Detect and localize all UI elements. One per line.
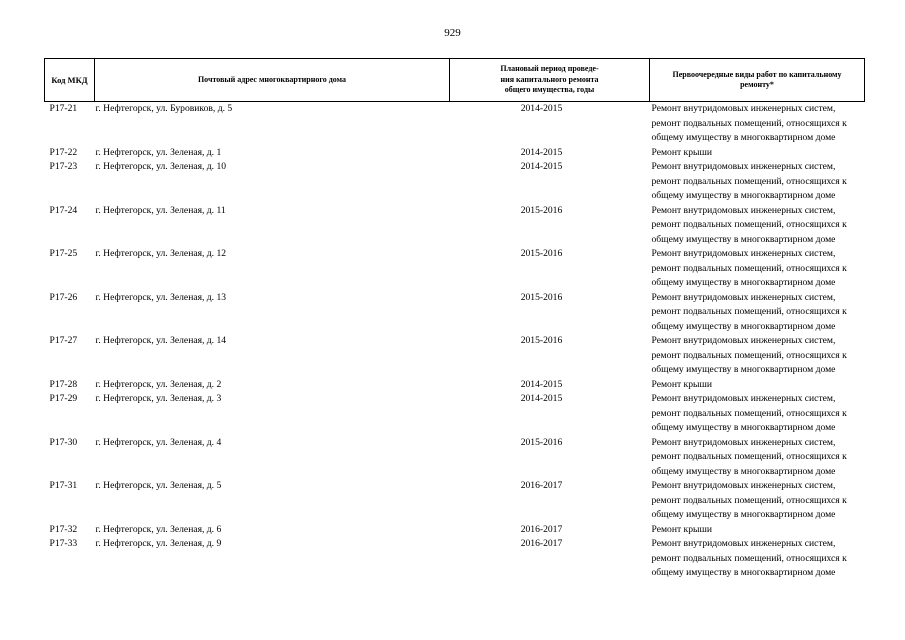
works-line: общему имуществу в многоквартирном доме [651,509,836,520]
header-works-line: Первоочередные виды работ по капитальному [672,69,842,79]
table-row [45,291,865,335]
works-line: общему имуществу в многоквартирном доме [651,320,836,332]
cell-period: 2014-2015 [520,393,563,404]
cell-period: 2015-2016 [520,335,563,346]
cell-code: Р17-33 [49,538,78,549]
header-period-line: ния капитального ремонта [500,74,599,84]
table-row [45,334,865,378]
table-row [45,146,865,161]
table-row [45,479,865,523]
cell-address: г. Нефтегорск, ул. Зеленая, д. 3 [95,393,222,404]
works-line: ремонт подвальных помещений, относящихся к [651,219,847,230]
cell-works [650,102,865,146]
works-line: Ремонт внутридомовых инженерных систем, [651,103,836,114]
cell-works [650,146,865,161]
cell-period: 2015-2016 [520,291,563,303]
header-works [650,59,865,102]
cell-period: 2015-2016 [520,436,563,448]
cell-address: г. Нефтегорск, ул. Зеленая, д. 6 [95,523,222,535]
cell-works [650,537,865,581]
table-row [45,436,865,480]
cell-address: г. Нефтегорск, ул. Зеленая, д. 5 [95,480,222,491]
cell-address: г. Нефтегорск, ул. Зеленая, д. 2 [95,378,222,390]
cell-works [650,334,865,378]
works-line: общему имуществу в многоквартирном доме [651,465,836,477]
cell-code: Р17-29 [49,393,78,404]
works-line: общему имуществу в многоквартирном доме [651,132,836,143]
cell-period: 2016-2017 [520,480,563,491]
cell-period: 2016-2017 [520,523,563,535]
cell-code: Р17-22 [49,146,78,158]
cell-works [650,204,865,248]
works-line: Ремонт внутридомовых инженерных систем, [651,204,836,216]
cell-code: Р17-24 [49,204,78,216]
cell-works [650,392,865,436]
table-header [45,59,865,102]
cell-period: 2014-2015 [520,378,563,390]
header-address: Почтовый адрес многоквартирного дома [95,59,450,102]
cell-address: г. Нефтегорск, ул. Зеленая, д. 14 [95,335,227,346]
works-line: Ремонт крыши [651,523,712,535]
table-row [45,392,865,436]
table-row [45,378,865,393]
table-row [45,204,865,248]
cell-address: г. Нефтегорск, ул. Зеленая, д. 1 [95,146,222,158]
cell-code: Р17-27 [49,335,78,346]
works-line: ремонт подвальных помещений, относящихся к [651,494,847,506]
cell-address: г. Нефтегорск, ул. Зеленая, д. 4 [95,436,222,448]
header-row [45,59,865,102]
cell-address: г. Нефтегорск, ул. Зеленая, д. 9 [95,538,222,549]
cell-works [650,479,865,523]
cell-period: 2016-2017 [520,538,563,549]
works-line: Ремонт внутридомовых инженерных систем, [651,335,836,346]
cell-address: г. Нефтегорск, ул. Зеленая, д. 13 [95,291,227,303]
cell-code: Р17-28 [49,378,78,390]
works-line: ремонт подвальных помещений, относящихся к [651,407,847,419]
header-code: Код МКД [45,59,95,102]
works-line: общему имуществу в многоквартирном доме [651,567,836,578]
works-line: Ремонт крыши [651,378,712,390]
cell-address: г. Нефтегорск, ул. Зеленая, д. 11 [95,204,226,216]
works-line: ремонт подвальных помещений, относящихся к [651,349,847,361]
works-line: общему имуществу в многоквартирном доме [651,422,836,433]
works-line: Ремонт внутридомовых инженерных систем, [651,538,836,549]
cell-period: 2015-2016 [520,204,563,216]
works-line: общему имуществу в многоквартирном доме [651,364,836,375]
works-line: Ремонт внутридомовых инженерных систем, [651,436,836,448]
cell-address: г. Нефтегорск, ул. Буровиков, д. 5 [95,103,233,114]
cell-address: г. Нефтегорск, ул. Зеленая, д. 10 [95,161,227,172]
table-row [45,247,865,291]
cell-period: 2014-2015 [520,103,563,114]
cell-code: Р17-30 [49,436,78,448]
table-row [45,102,865,146]
works-line: ремонт подвальных помещений, относящихся к [651,306,847,317]
header-period [450,59,650,102]
cell-works [650,436,865,480]
repair-schedule-table [44,58,865,581]
works-line: ремонт подвальных помещений, относящихся к [651,175,847,187]
cell-code: Р17-26 [49,291,78,303]
table-body [45,102,865,581]
header-works-line: ремонту* [740,80,774,89]
cell-period: 2014-2015 [520,161,563,172]
cell-code: Р17-31 [49,480,78,491]
works-line: ремонт подвальных помещений, относящихся к [651,552,847,564]
cell-works [650,247,865,291]
cell-code: Р17-23 [49,161,78,172]
cell-works [650,291,865,335]
cell-works [650,378,865,393]
works-line: Ремонт внутридомовых инженерных систем, [651,480,836,491]
works-line: ремонт подвальных помещений, относящихся к [651,117,847,129]
table-row [45,537,865,581]
works-line: ремонт подвальных помещений, относящихся к [651,262,847,274]
page-number: 929 [444,27,461,39]
cell-period: 2014-2015 [520,146,563,158]
cell-works [650,523,865,538]
header-period-line: Плановый период проведе- [500,64,599,74]
table-row [45,523,865,538]
cell-period: 2015-2016 [520,248,563,259]
works-line: Ремонт крыши [651,146,712,158]
works-line: Ремонт внутридомовых инженерных систем, [651,393,836,404]
works-line: общему имуществу в многоквартирном доме [651,190,836,201]
works-line: Ремонт внутридомовых инженерных систем, [651,161,836,172]
works-line: общему имуществу в многоквартирном доме [651,277,836,288]
table-row [45,160,865,204]
header-period-line: общего имущества, годы [504,85,595,95]
works-line: общему имуществу в многоквартирном доме [651,233,836,245]
works-line: Ремонт внутридомовых инженерных систем, [651,291,836,303]
cell-works [650,160,865,204]
cell-code: Р17-25 [49,248,78,259]
cell-code: Р17-32 [49,523,78,535]
cell-address: г. Нефтегорск, ул. Зеленая, д. 12 [95,248,227,259]
cell-code: Р17-21 [49,103,78,114]
works-line: Ремонт внутридомовых инженерных систем, [651,248,836,259]
works-line: ремонт подвальных помещений, относящихся к [651,451,847,462]
